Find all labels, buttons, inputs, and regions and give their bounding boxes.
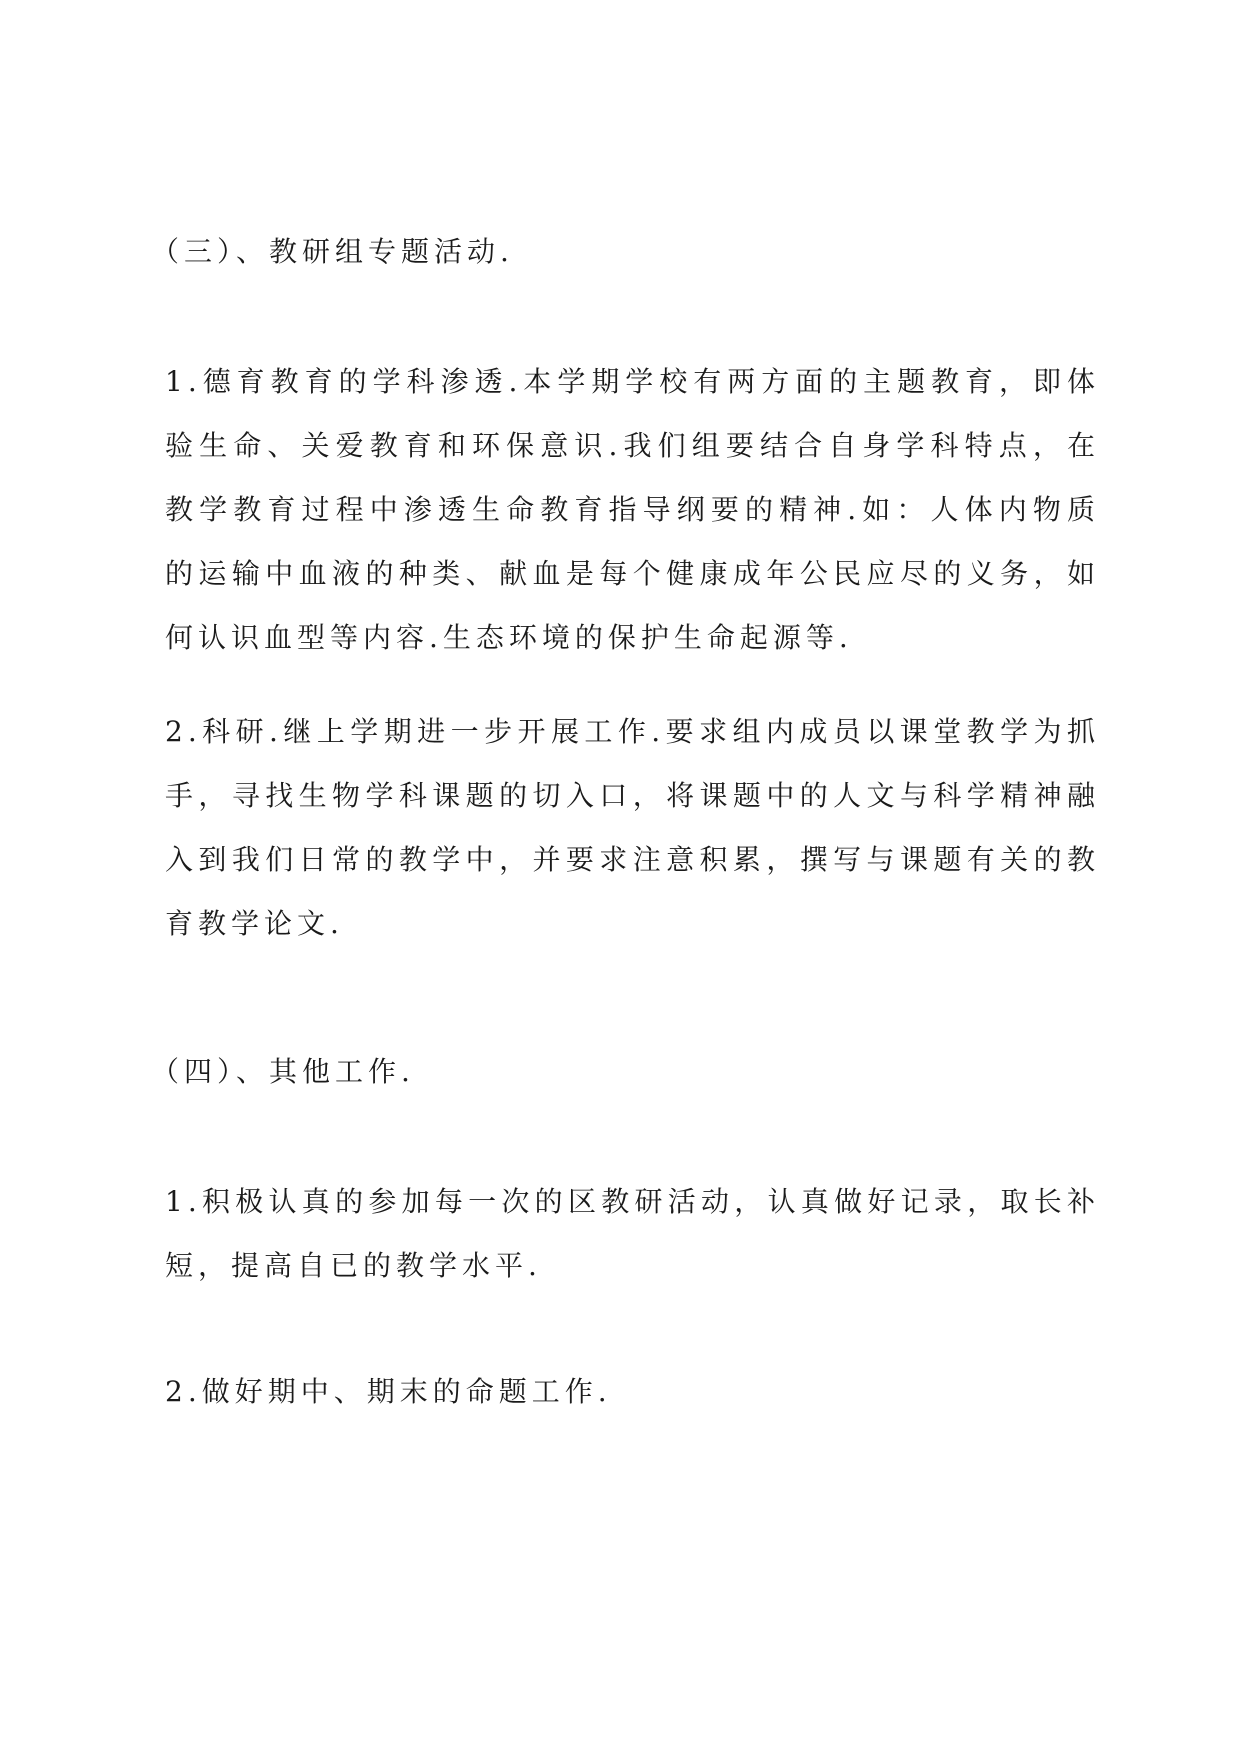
section-four-heading: （四）、其他工作. [151, 1055, 415, 1088]
section-four-item-1: 1.积极认真的参加每一次的区教研活动，认真做好记录，取长补短，提高自已的教学水平. [165, 1185, 1100, 1282]
section-three-heading: （三）、教研组专题活动. [151, 235, 514, 268]
section-three-item-1: 1.德育教育的学科渗透.本学期学校有两方面的主题教育，即体验生命、关爱教育和环保意识.我们组要结合自身学科特点，在教学教育过程中渗透生命教育指导纲要的精神.如：人体内物质的运输中血液的种类、献血是每个健康成年公民应尽的义务，如何认识血型等内容.生态环境的保护生命起源等. [165, 365, 1100, 654]
section-three-item-2: 2.科研.继上学期进一步开展工作.要求组内成员以课堂教学为抓手，寻找生物学科课题的切入口，将课题中的人文与科学精神融入到我们日常的教学中，并要求注意积累，撰写与课题有关的教育教学论文. [165, 715, 1100, 940]
section-four-item-2: 2.做好期中、期末的命题工作. [165, 1375, 612, 1408]
